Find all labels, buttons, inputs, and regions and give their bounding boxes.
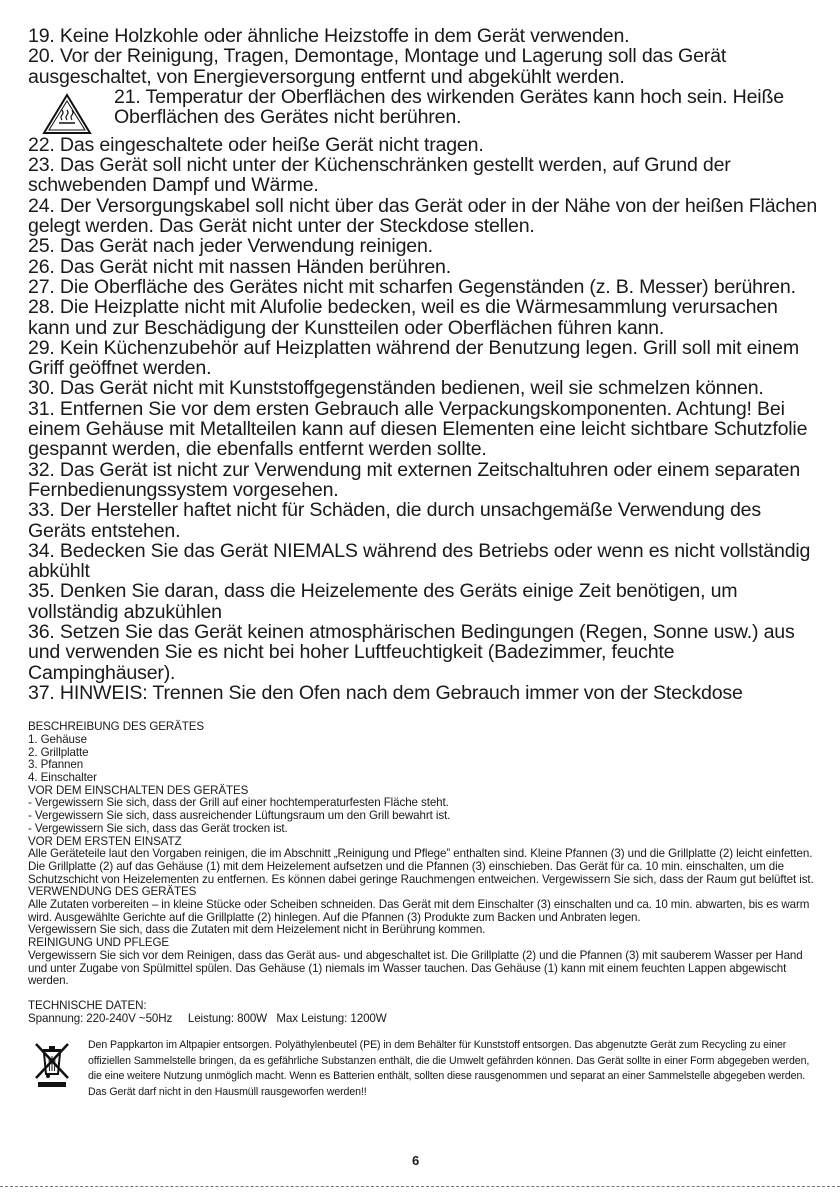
part-pans: 3. Pfannen (28, 758, 84, 772)
safety-item-36: 36. Setzen Sie das Gerät keinen atmosphärischen Bedingungen (Regen, Sonne usw.) aus und verwenden Sie es nicht bei hoher Luftfeuchtigkeit (Badezimmer, feuchte Campinghäuser). (28, 621, 795, 684)
safety-item-21: 21. Temperatur der Oberflächen des wirkenden Gerätes kann hoch sein. Heiße Oberflächen des Gerätes nicht berühren. (114, 85, 784, 129)
manual-page (28, 26, 818, 1100)
disposal-section (28, 1038, 818, 1100)
safety-item-31: 31. Entfernen Sie vor dem ersten Gebrauch alle Verpackungskomponenten. Achtung! Bei einem Gehäuse mit Metallteilen kann auf diesen Elementen eine leicht sichtbare Schutzfolie gespannt werden, die ebenfalls entfernt werden sollte. (28, 397, 808, 461)
first-use-heading: VOR DEM ERSTEN EINSATZ (28, 834, 182, 848)
before-on-item: - Vergewissern Sie sich, dass das Gerät trocken ist. (28, 821, 288, 835)
safety-item-20: 20. Vor der Reinigung, Tragen, Demontage, Montage und Lagerung soll das Gerät ausgeschaltet, von Energieversorgung entfernt und abgekühlt werden. (28, 45, 727, 88)
description-heading: BESCHREIBUNG DES GERÄTES (28, 720, 205, 734)
usage-text-note: Vergewissern Sie sich, dass die Zutaten mit dem Heizelement nicht in Berührung kommen. (28, 923, 486, 937)
part-housing: 1. Gehäuse (28, 732, 87, 746)
safety-item-34: 34. Bedecken Sie das Gerät NIEMALS während des Betriebs oder wenn es nicht vollständig abkühlt (28, 539, 811, 583)
part-switch: 4. Einschalter (28, 771, 97, 785)
tech-heading: TECHNISCHE DATEN: (28, 998, 147, 1012)
usage-text: Alle Zutaten vorbereiten – in kleine Stücke oder Scheiben schneiden. Das Gerät mit dem Einschalter (3) einschalten und ca. 10 min. abwarten, bis es warm wird. Ausgewählte Gerichte auf die Grillplatte (2) hinlegen. Auf die Pfannen (3) Produkte zum Backen und Anbraten legen. (28, 898, 810, 924)
before-on-item: - Vergewissern Sie sich, dass ausreichender Lüftungsraum um den Grill bewahrt ist. (28, 809, 451, 823)
disposal-text: Den Pappkarton im Altpapier entsorgen. Polyäthylenbeutel (PE) in dem Behälter für Kunststoff entsorgen. Das abgenutzte Gerät zum Recycling zu einer offiziellen Sammelstelle bringen, da es gefährliche Substanzen enthält, die die Umwelt gefährden können. Das Gerät sollte in einer Form abgegeben werden, die eine weitere Nutzung unmöglich macht. Wenn es Batterien enthält, sollten diese rausgenommen und separat an einer Sammelstelle abgegeben werden. Das Gerät darf nicht in den Hausmüll rausgeworfen werden!! (88, 1039, 810, 1098)
safety-item-32: 32. Das Gerät ist nicht zur Verwendung mit externen Zeitschaltuhren oder einem separaten Fernbedienungssystem vorgesehen. (28, 458, 801, 501)
safety-item-33: 33. Der Hersteller haftet nicht für Schäden, die durch unsachgemäße Verwendung des Geräts entstehen. (28, 499, 761, 542)
before-on-heading: VOR DEM EINSCHALTEN DES GERÄTES (28, 783, 249, 797)
tech-specs: Spannung: 220-240V ~50Hz Leistung: 800W Max Leistung: 1200W (28, 1011, 387, 1025)
hot-surface-warning (28, 87, 818, 135)
crossed-out-bin-icon (32, 1040, 72, 1088)
safety-item-25: 25. Das Gerät nach jeder Verwendung reinigen. (28, 235, 433, 258)
first-use-text: Alle Geräteteile laut den Vorgaben reinigen, die im Abschnitt „Reinigung und Pflege” enthalten sind. Kleine Pfannen (3) und die Grillplatte (2) leicht einfetten. Die Grillplatte (2) auf das Gehäuse (1) mit dem Heizelement aufsetzen und die Pfannen (3) einschieben. Das Gerät für ca. 10 min. einschalten, um die Schutzschicht von Heizelementen zu entfernen. Es können dabei geringe Rauchmengen entweichen. Vergewissern Sie sich, dass der Raum gut belüftet ist. (28, 847, 814, 886)
safety-item-30: 30. Das Gerät nicht mit Kunststoffgegenständen bedienen, weil sie schmelzen können. (28, 377, 764, 400)
safety-item-24: 24. Der Versorgungskabel soll nicht über das Gerät oder in der Nähe von der heißen Flächen gelegt werden. Das Gerät nicht unter der Steckdose stellen. (28, 194, 818, 238)
hot-surface-warning-icon (42, 93, 92, 135)
safety-item-28: 28. Die Heizplatte nicht mit Alufolie bedecken, weil es die Wärmesammlung verursachen kann und zur Beschädigung der Kunstteilen oder Oberflächen führen kann. (28, 296, 778, 339)
safety-item-23: 23. Das Gerät soll nicht unter der Küchenschränken gestellt werden, auf Grund der schwebenden Dampf und Wärme. (28, 154, 731, 197)
safety-item-19: 19. Keine Holzkohle oder ähnliche Heizstoffe in dem Gerät verwenden. (28, 25, 630, 47)
safety-item-29: 29. Kein Küchenzubehör auf Heizplatten während der Benutzung legen. Grill soll mit einem Griff geöffnet werden. (28, 336, 799, 380)
safety-item-27: 27. Die Oberfläche des Gerätes nicht mit scharfen Gegenständen (z. B. Messer) berühren. (28, 275, 796, 298)
bottom-divider (0, 1186, 840, 1187)
safety-item-35: 35. Denken Sie daran, dass die Heizelemente des Geräts einige Zeit benötigen, um vollständig abzukühlen (28, 580, 738, 623)
before-on-item: - Vergewissern Sie sich, dass der Grill auf einer hochtemperaturfesten Fläche steht. (28, 796, 449, 810)
safety-item-37: 37. HINWEIS: Trennen Sie den Ofen nach dem Gebrauch immer von der Steckdose (28, 681, 743, 704)
cleaning-text: Vergewissern Sie sich vor dem Reinigen, dass das Gerät aus- und abgeschaltet ist. Die Grillplatte (2) und die Pfannen (3) mit sauberem Wasser per Hand und unter Zugabe von Spülmittel spülen. Das Gehäuse (1) niemals im Wasser tauchen. Das Gehäuse (1) kann mit einem feuchten Lappen abgewischt werden. (28, 948, 803, 988)
part-grill-plate: 2. Grillplatte (28, 745, 89, 759)
safety-item-22: 22. Das eingeschaltete oder heiße Gerät nicht tragen. (28, 133, 484, 156)
safety-item-26: 26. Das Gerät nicht mit nassen Händen berühren. (28, 255, 451, 278)
page-number: 6 (412, 1153, 420, 1168)
device-instructions (28, 721, 818, 1025)
safety-instructions (28, 26, 818, 703)
cleaning-heading: REINIGUNG UND PFLEGE (28, 936, 170, 950)
usage-heading: VERWENDUNG DES GERÄTES (28, 885, 197, 899)
